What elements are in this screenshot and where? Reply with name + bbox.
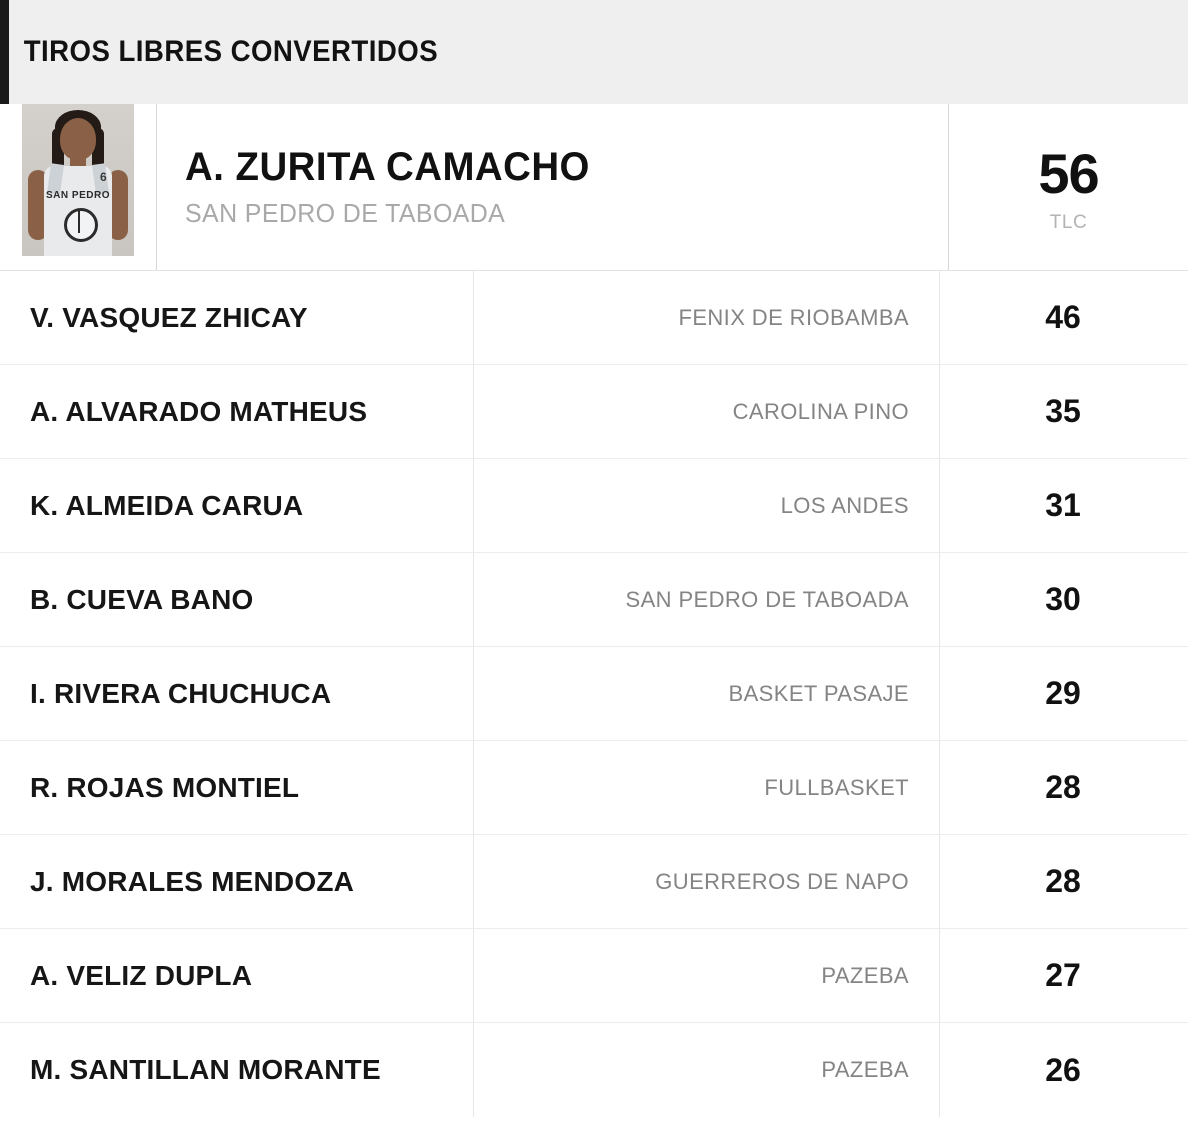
leader-info bbox=[157, 104, 948, 270]
player-team: BASKET PASAJE bbox=[474, 647, 940, 740]
player-stat-value: 46 bbox=[1045, 299, 1081, 335]
player-stat-value: 26 bbox=[1045, 1051, 1081, 1088]
player-team: GUERREROS DE NAPO bbox=[474, 835, 940, 928]
card-header bbox=[0, 0, 1188, 104]
team-logo-icon bbox=[64, 208, 98, 242]
player-name: R. ROJAS MONTIEL bbox=[0, 741, 474, 834]
player-name: B. CUEVA BANO bbox=[0, 553, 474, 646]
player-team: FULLBASKET bbox=[474, 741, 940, 834]
player-name: V. VASQUEZ ZHICAY bbox=[0, 271, 474, 364]
leader-team: SAN PEDRO DE TABOADA bbox=[185, 197, 506, 228]
jersey-number: 6 bbox=[100, 170, 107, 184]
player-stat-value: 28 bbox=[1045, 863, 1081, 899]
page-title: TIROS LIBRES CONVERTIDOS bbox=[23, 35, 439, 68]
table-row[interactable] bbox=[0, 929, 1188, 1023]
table-row[interactable] bbox=[0, 365, 1188, 459]
table-row[interactable] bbox=[0, 1023, 1188, 1117]
player-name: J. MORALES MENDOZA bbox=[0, 835, 474, 928]
player-name: I. RIVERA CHUCHUCA bbox=[0, 647, 474, 740]
player-name: K. ALMEIDA CARUA bbox=[0, 459, 474, 552]
table-row[interactable] bbox=[0, 459, 1188, 553]
avatar bbox=[22, 104, 134, 256]
player-team: FENIX DE RIOBAMBA bbox=[474, 271, 940, 364]
player-team: PAZEBA bbox=[474, 929, 940, 1022]
leader-stat-label: TLC bbox=[1049, 212, 1088, 233]
jersey-text: SAN PEDRO bbox=[46, 190, 110, 201]
player-stat-value: 28 bbox=[1045, 769, 1081, 805]
table-row[interactable] bbox=[0, 271, 1188, 365]
leader-stat-value: 56 bbox=[1038, 142, 1099, 205]
table-row[interactable] bbox=[0, 553, 1188, 647]
player-stat-value: 29 bbox=[1045, 675, 1081, 711]
player-stat-value: 31 bbox=[1045, 487, 1081, 523]
player-team: CAROLINA PINO bbox=[474, 365, 940, 458]
leader-name: A. ZURITA CAMACHO bbox=[185, 144, 590, 189]
player-name: A. ALVARADO MATHEUS bbox=[0, 365, 474, 458]
player-team: SAN PEDRO DE TABOADA bbox=[474, 553, 940, 646]
leader-stat-cell bbox=[948, 104, 1188, 270]
table-row[interactable] bbox=[0, 647, 1188, 741]
leader-photo-cell bbox=[0, 104, 157, 270]
player-team: PAZEBA bbox=[474, 1023, 940, 1117]
player-team: LOS ANDES bbox=[474, 459, 940, 552]
table-row[interactable] bbox=[0, 741, 1188, 835]
player-name: M. SANTILLAN MORANTE bbox=[0, 1023, 474, 1117]
player-name: A. VELIZ DUPLA bbox=[0, 929, 474, 1022]
leader-row[interactable] bbox=[0, 104, 1188, 271]
player-stat-value: 35 bbox=[1045, 393, 1081, 429]
player-stat-value: 30 bbox=[1045, 581, 1081, 617]
table-row[interactable] bbox=[0, 835, 1188, 929]
leaderboard-rows bbox=[0, 271, 1188, 1117]
player-stat-value: 27 bbox=[1045, 957, 1081, 993]
